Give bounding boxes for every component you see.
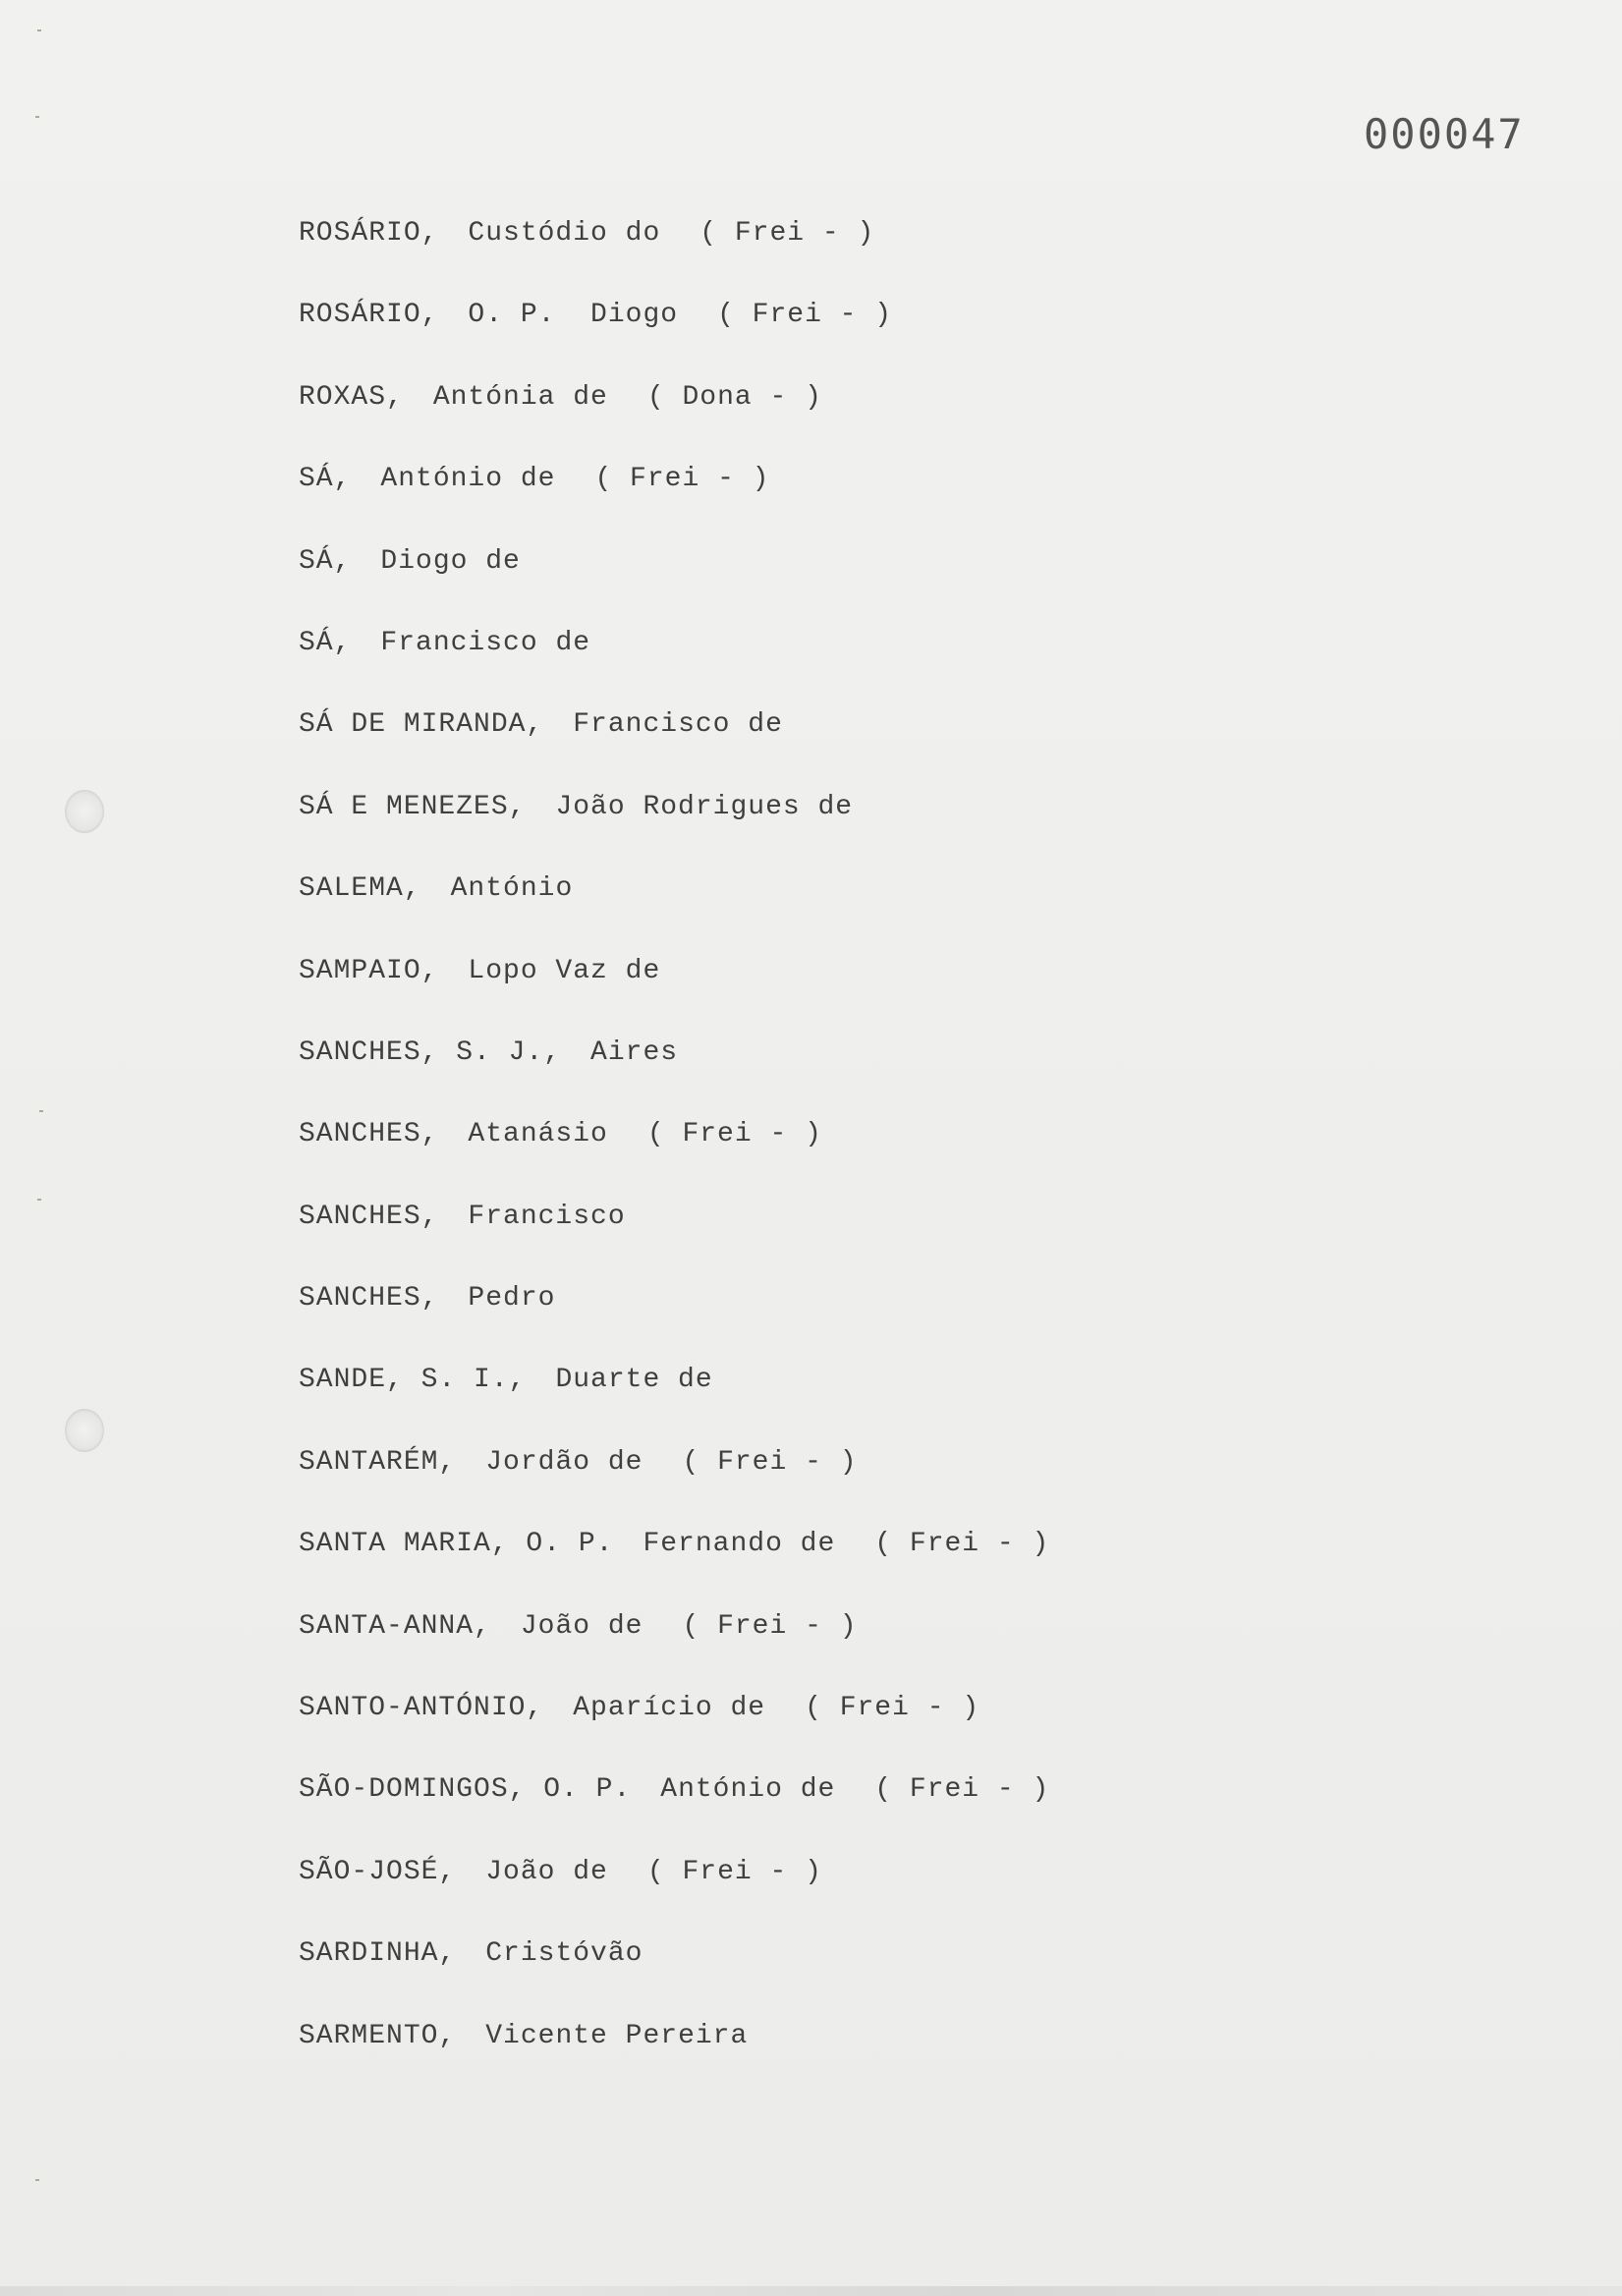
entry-given-name: Vicente Pereira <box>485 2020 749 2051</box>
entry-surname: SÁ, <box>299 464 352 495</box>
entry-given-name: Atanásio <box>468 1119 608 1150</box>
entry-surname: SANTA MARIA, O. P. <box>299 1529 614 1560</box>
entry-title: ( Frei - ) <box>874 1774 1050 1806</box>
entry-surname: SANCHES, <box>299 1119 439 1150</box>
list-item <box>299 868 1049 949</box>
entry-surname: SÁ DE MIRANDA, <box>299 709 544 741</box>
list-item <box>299 1687 1049 1768</box>
entry-given-name: Fernando de <box>643 1529 836 1560</box>
page-number: 000047 <box>1364 110 1525 158</box>
entry-surname: SARMENTO, <box>299 2020 457 2051</box>
list-item <box>299 1523 1049 1604</box>
list-item <box>299 1768 1049 1850</box>
list-item <box>299 376 1049 458</box>
entry-title: ( Frei - ) <box>646 1856 822 1887</box>
entry-title: ( Frei - ) <box>874 1529 1050 1560</box>
list-item <box>299 950 1049 1032</box>
entry-title: ( Frei - ) <box>682 1446 858 1478</box>
entry-given-name: Lopo Vaz de <box>468 955 661 986</box>
entry-given-name: Aires <box>590 1036 679 1068</box>
list-item <box>299 1851 1049 1932</box>
list-item <box>299 294 1049 375</box>
scan-edge <box>0 2286 1622 2296</box>
list-item <box>299 1932 1049 2014</box>
entry-surname: SANTO-ANTÓNIO, <box>299 1693 544 1724</box>
entry-surname: SANTA-ANNA, <box>299 1610 491 1642</box>
paper-mark <box>35 116 39 118</box>
paper-mark <box>35 2179 39 2181</box>
entry-given-name: João de <box>485 1856 608 1887</box>
entry-surname: SANCHES, <box>299 1283 439 1315</box>
entry-surname: SANDE, S. I., <box>299 1365 527 1396</box>
entry-surname: SAMPAIO, <box>299 955 439 986</box>
entry-surname: SALEMA, <box>299 873 421 905</box>
entry-surname: SANCHES, S. J., <box>299 1036 562 1068</box>
entry-given-name: Custódio do <box>468 218 661 249</box>
entry-given-name: Aparício de <box>573 1693 766 1724</box>
entry-given-name: Francisco <box>468 1201 626 1232</box>
entry-title: ( Dona - ) <box>646 381 822 413</box>
entry-surname: ROSÁRIO, <box>299 300 439 331</box>
entry-surname: SÁ, <box>299 545 352 577</box>
list-item <box>299 1605 1049 1687</box>
paper-mark <box>37 29 41 31</box>
entry-surname: SÁ, <box>299 627 352 658</box>
entry-given-name: O. P. Diogo <box>468 300 679 331</box>
entry-given-name: João de <box>520 1610 643 1642</box>
list-item <box>299 1359 1049 1440</box>
entry-surname: ROSÁRIO, <box>299 218 439 249</box>
list-item <box>299 1113 1049 1195</box>
list-item <box>299 1441 1049 1523</box>
entry-surname: ROXAS, <box>299 381 404 413</box>
entry-surname: SANCHES, <box>299 1201 439 1232</box>
entry-surname: SÁ E MENEZES, <box>299 791 527 822</box>
entry-title: ( Frei - ) <box>682 1610 858 1642</box>
list-item <box>299 2015 1049 2097</box>
punch-hole <box>65 1409 104 1452</box>
list-item <box>299 212 1049 294</box>
entry-given-name: Duarte de <box>555 1365 713 1396</box>
entry-given-name: João Rodrigues de <box>555 791 854 822</box>
entry-surname: SÃO-DOMINGOS, O. P. <box>299 1774 632 1806</box>
list-item <box>299 622 1049 703</box>
entry-given-name: Francisco de <box>573 709 783 741</box>
entry-title: ( Frei - ) <box>646 1119 822 1150</box>
entry-given-name: Diogo de <box>380 545 521 577</box>
entry-surname: SARDINHA, <box>299 1938 457 1970</box>
punch-hole <box>65 790 104 833</box>
list-item <box>299 703 1049 785</box>
entry-title: ( Frei - ) <box>805 1693 980 1724</box>
entry-title: ( Frei - ) <box>699 218 875 249</box>
entry-given-name: Jordão de <box>485 1446 643 1478</box>
entry-title: ( Frei - ) <box>717 300 893 331</box>
list-item <box>299 458 1049 539</box>
entry-given-name: António de <box>660 1774 836 1806</box>
list-item <box>299 1196 1049 1277</box>
entry-surname: SÃO-JOSÉ, <box>299 1856 457 1887</box>
list-item <box>299 1277 1049 1359</box>
entry-given-name: Pedro <box>468 1283 556 1315</box>
entry-given-name: Antónia de <box>432 381 608 413</box>
entry-given-name: António <box>450 873 574 905</box>
list-item <box>299 540 1049 622</box>
entry-given-name: Francisco de <box>380 627 591 658</box>
list-item <box>299 786 1049 868</box>
entry-given-name: Cristóvão <box>485 1938 643 1970</box>
entry-surname: SANTARÉM, <box>299 1446 457 1478</box>
entry-given-name: António de <box>380 464 556 495</box>
list-item <box>299 1032 1049 1113</box>
paper-mark <box>37 1199 41 1201</box>
paper-mark <box>39 1110 43 1112</box>
entry-title: ( Frei - ) <box>594 464 770 495</box>
name-index-list <box>299 212 1049 2097</box>
